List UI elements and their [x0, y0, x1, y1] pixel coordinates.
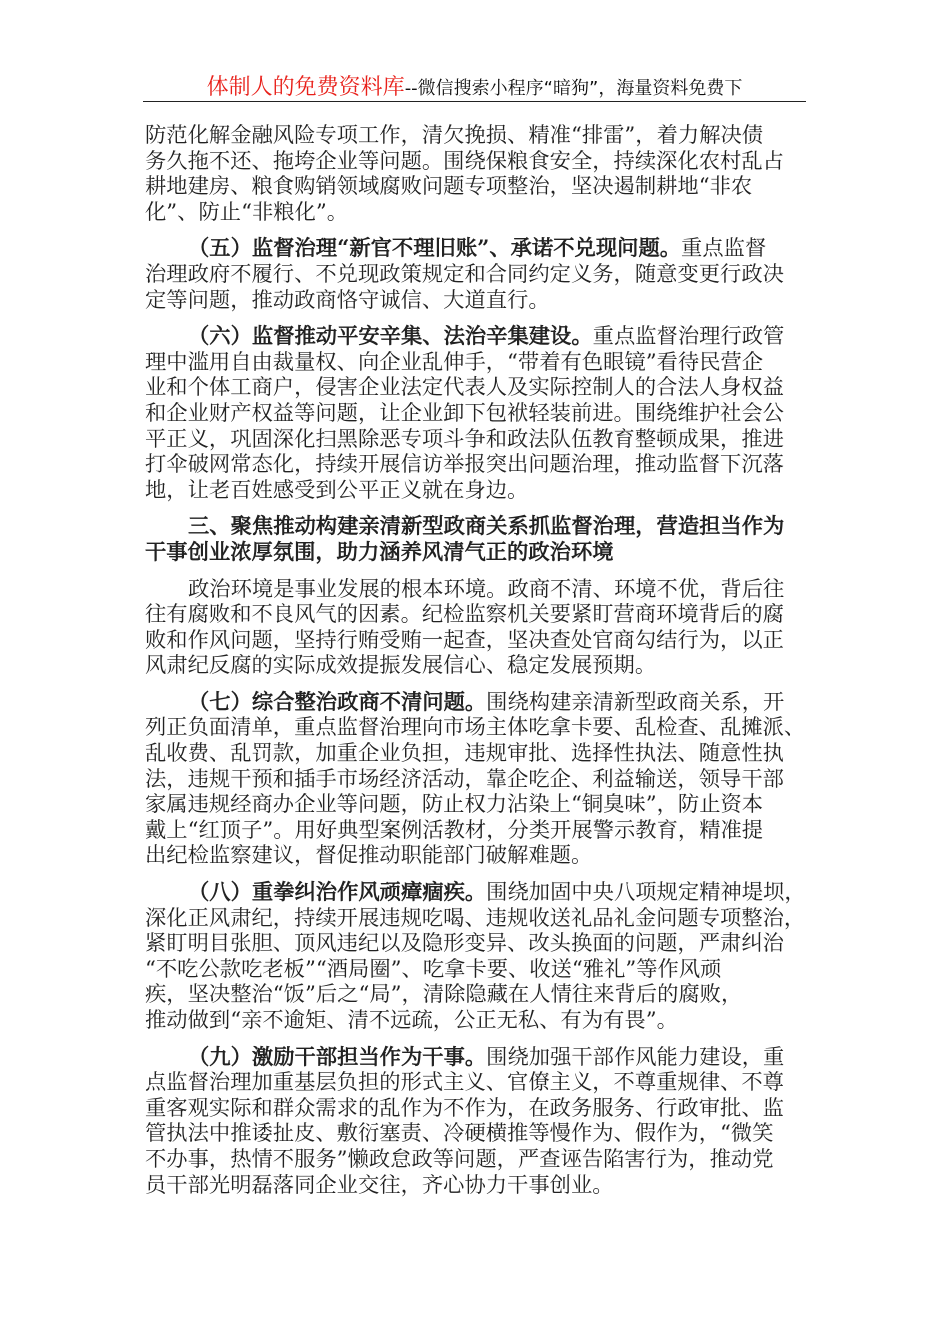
- text-line: [145, 715, 805, 741]
- document-body: [145, 123, 805, 1209]
- text-line: [145, 375, 805, 401]
- text-line: [145, 540, 805, 566]
- line-text: 出纪检监察建议，督促推动职能部门破解难题。: [145, 843, 593, 869]
- line-text: 地，让老百姓感受到公平正义就在身边。: [145, 477, 529, 503]
- text-line: [145, 324, 805, 350]
- line-text: 政治环境是事业发展的根本环境。政商不清、环境不优，背后往: [188, 576, 785, 602]
- text-line: [145, 262, 805, 288]
- text-line: [145, 628, 805, 654]
- paragraph: [145, 577, 805, 679]
- line-text: 化”、防止“非粮化”。: [145, 199, 349, 225]
- section-heading: [145, 514, 805, 565]
- paragraph: [145, 236, 805, 313]
- text-line: [145, 123, 805, 149]
- text-line: [145, 478, 805, 504]
- line-text: 打伞破网常态化，持续开展信访举报突出问题治理，推动监督下沉落: [145, 452, 784, 478]
- paragraph-lead: （六）监督推动平安辛集、法治辛集建设。: [188, 324, 593, 350]
- line-text: “不吃公款吃老板”“酒局圈”、吃拿卡要、收送“雅礼”等作风顽: [145, 956, 722, 982]
- line-text: 法，违规干预和插手市场经济活动，靠企吃企、利益输送，领导干部: [145, 766, 784, 792]
- text-line: [145, 452, 805, 478]
- line-text: 治理政府不履行、不兑现政策规定和合同约定义务，随意变更行政决: [145, 261, 784, 287]
- line-text: 重点监督: [681, 236, 767, 262]
- line-text: 员干部光明磊落同企业交往，齐心协力干事创业。: [145, 1172, 614, 1198]
- line-text: 败和作风问题，坚持行贿受贿一起查，坚决查处官商勾结行为，以正: [145, 627, 784, 653]
- line-text: 往有腐败和不良风气的因素。纪检监察机关要紧盯营商环境背后的腐: [145, 602, 784, 628]
- text-line: [145, 957, 805, 983]
- line-text: 点监督治理加重基层负担的形式主义、官僚主义，不尊重规律、不尊: [145, 1070, 784, 1096]
- line-text: 防范化解金融风险专项工作，清欠挽损、精准“排雷”，着力解决债: [145, 123, 764, 148]
- text-line: [145, 350, 805, 376]
- line-text: 戴上“红顶子”。用好典型案例活教材，分类开展警示教育，精准提: [145, 817, 764, 843]
- text-line: [145, 288, 805, 314]
- paragraph-lead: （五）监督治理“新官不理旧账”、承诺不兑现问题。: [188, 236, 682, 262]
- text-line: [145, 982, 805, 1008]
- line-text: 列正负面清单，重点监督治理向市场主体吃拿卡要、乱检查、乱摊派、: [145, 715, 806, 741]
- line-text: 疾，坚决整治“饭”后之“局”，清除隐藏在人情往来背后的腐败，: [145, 982, 743, 1008]
- header-brand: 体制人的免费资料库: [206, 75, 405, 100]
- line-text: 重客观实际和群众需求的乱作为不作为，在政务服务、行政审批、监: [145, 1095, 784, 1121]
- text-line: [145, 1070, 805, 1096]
- text-line: [145, 1008, 805, 1034]
- text-line: [145, 818, 805, 844]
- text-line: [145, 401, 805, 427]
- line-text: 围绕加固中央八项规定精神堤坝，: [486, 880, 806, 906]
- line-text: 和企业财产权益等问题，让企业卸下包袱轻装前进。围绕维护社会公: [145, 400, 784, 426]
- line-text: 不办事，热情不服务”懒政怠政等问题，严查诬告陷害行为，推动党: [145, 1146, 774, 1172]
- line-text: 家属违规经商办企业等问题，防止权力沾染上“铜臭味”，防止资本: [145, 792, 764, 818]
- text-line: [145, 880, 805, 906]
- text-line: [145, 236, 805, 262]
- text-line: [145, 200, 805, 226]
- paragraph-lead: （九）激励干部担当作为干事。: [188, 1044, 487, 1070]
- line-text: 业和个体工商户，侵害企业法定代表人及实际控制人的合法人身权益: [145, 375, 784, 401]
- line-text: 定等问题，推动政商恪守诚信、大道直行。: [145, 287, 550, 313]
- paragraph: [145, 880, 805, 1034]
- paragraph: [145, 690, 805, 869]
- line-text: 三、聚焦推动构建亲清新型政商关系抓监督治理，营造担当作为: [188, 514, 785, 540]
- line-text: 重点监督治理行政管: [592, 324, 785, 350]
- line-text: 乱收费、乱罚款，加重企业负担，违规审批、选择性执法、随意性执: [145, 741, 784, 767]
- line-text: 紧盯明目张胆、顶风违纪以及隐形变异、改头换面的问题，严肃纠治: [145, 931, 784, 957]
- line-text: 耕地建房、粮食购销领域腐败问题专项整治，坚决遏制耕地“非农: [145, 174, 753, 200]
- page-header: [143, 70, 806, 102]
- paragraph: [145, 1045, 805, 1199]
- text-line: [145, 602, 805, 628]
- text-line: [145, 690, 805, 716]
- text-line: [145, 843, 805, 869]
- line-text: 深化正风肃纪，持续开展违规吃喝、违规收送礼品礼金问题专项整治，: [145, 905, 806, 931]
- text-line: [145, 1147, 805, 1173]
- text-line: [145, 741, 805, 767]
- paragraph: [145, 123, 805, 225]
- text-line: [145, 792, 805, 818]
- line-text: 风肃纪反腐的实际成效提振发展信心、稳定发展预期。: [145, 653, 657, 679]
- paragraph-lead: （八）重拳纠治作风顽瘴痼疾。: [188, 880, 487, 906]
- text-line: [145, 906, 805, 932]
- text-line: [145, 1045, 805, 1071]
- line-text: 围绕构建亲清新型政商关系，开: [486, 689, 785, 715]
- text-line: [145, 1173, 805, 1199]
- text-line: [145, 427, 805, 453]
- paragraph-lead: （七）综合整治政商不清问题。: [188, 689, 487, 715]
- line-text: 务久拖不还、拖垮企业等问题。围绕保粮食安全，持续深化农村乱占: [145, 148, 784, 174]
- text-line: [145, 174, 805, 200]
- line-text: 理中滥用自由裁量权、向企业乱伸手，“带着有色眼镜”看待民营企: [145, 349, 764, 375]
- text-line: [145, 149, 805, 175]
- line-text: 平正义，巩固深化扫黑除恶专项斗争和政法队伍教育整顿成果，推进: [145, 426, 784, 452]
- line-text: 干事创业浓厚氛围，助力涵养风清气正的政治环境: [145, 539, 614, 565]
- paragraph: [145, 324, 805, 503]
- line-text: 管执法中推诿扯皮、敷衍塞责、冷硬横推等慢作为、假作为，“微笑: [145, 1121, 774, 1147]
- text-line: [145, 1096, 805, 1122]
- text-line: [145, 767, 805, 793]
- text-line: [145, 1121, 805, 1147]
- line-text: 围绕加强干部作风能力建设，重: [486, 1044, 785, 1070]
- text-line: [145, 653, 805, 679]
- line-text: 推动做到“亲不逾矩、清不远疏，公正无私、有为有畏”。: [145, 1008, 678, 1033]
- text-line: [145, 514, 805, 540]
- text-line: [145, 577, 805, 603]
- text-line: [145, 931, 805, 957]
- header-tagline: --微信搜索小程序“暗狗”，海量资料免费下: [404, 78, 743, 99]
